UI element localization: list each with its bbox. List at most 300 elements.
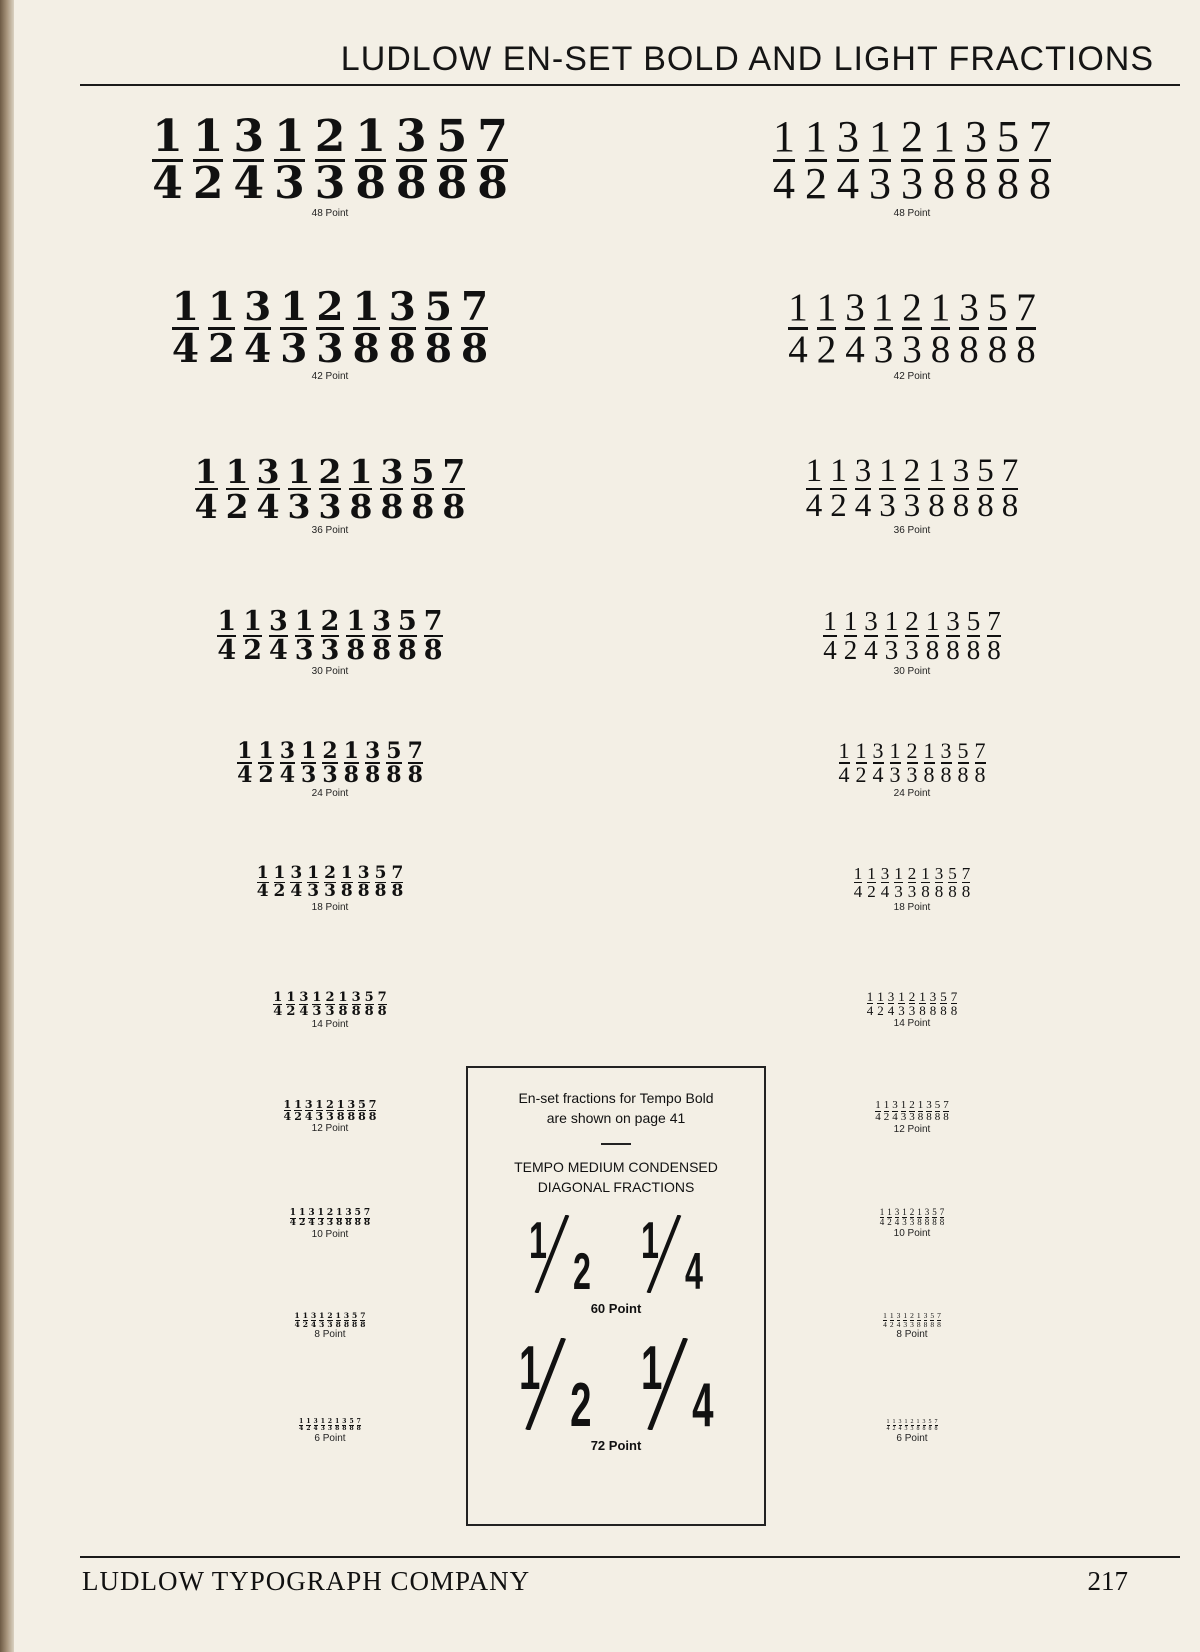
fraction-numerator: 1	[343, 738, 359, 764]
fraction-denominator: 4	[299, 1425, 304, 1432]
page-number: 217	[1087, 1566, 1128, 1596]
fraction-denominator: 8	[354, 1218, 361, 1228]
fraction-set	[257, 865, 404, 900]
fraction-numerator: 2	[909, 1099, 915, 1111]
fraction	[937, 1312, 941, 1328]
fraction	[929, 1419, 932, 1432]
fraction-denominator: 4	[886, 1426, 890, 1432]
fraction-denominator: 3	[905, 635, 919, 665]
point-size-caption: 6 Point	[314, 1433, 346, 1444]
fraction	[907, 740, 918, 786]
bold-fraction-row	[70, 111, 590, 219]
fraction-denominator: 3	[316, 326, 344, 372]
fraction-numerator: 5	[411, 452, 435, 491]
fraction	[352, 284, 380, 372]
fraction-numerator: 1	[919, 989, 926, 1004]
bold-fraction-row	[70, 284, 590, 382]
fraction-denominator: 8	[922, 1426, 926, 1432]
fraction-denominator: 8	[336, 1218, 343, 1228]
fraction-denominator: 2	[889, 1319, 894, 1329]
fraction	[327, 1209, 333, 1228]
fraction-denominator: 8	[987, 635, 1001, 665]
fraction-denominator: 8	[335, 1425, 340, 1432]
fraction-numerator: 1	[788, 286, 808, 329]
fraction-set	[171, 284, 489, 372]
fraction	[874, 288, 894, 369]
fraction-numerator: 1	[869, 112, 891, 161]
fraction-numerator: 1	[192, 111, 224, 162]
fraction-denominator: 4	[290, 881, 303, 901]
point-size-caption: 42 Point	[893, 371, 931, 382]
fraction-numerator: 1	[349, 452, 373, 491]
fraction-denominator: 3	[873, 328, 894, 371]
diagonal-fraction	[519, 1334, 591, 1440]
fraction	[953, 455, 970, 523]
fraction	[864, 608, 878, 664]
fraction	[788, 288, 808, 369]
fraction	[839, 740, 850, 786]
fraction-numerator: 1	[805, 112, 827, 161]
fraction-denominator: 8	[952, 488, 970, 524]
fraction-numerator: 7	[363, 1208, 371, 1218]
fraction-numerator: 2	[322, 738, 338, 764]
fraction	[884, 1100, 890, 1123]
fraction	[284, 1099, 292, 1122]
fraction-denominator: 8	[411, 487, 435, 526]
fraction-numerator: 5	[957, 738, 969, 763]
fraction-set	[217, 608, 442, 664]
fraction-denominator: 8	[357, 881, 370, 901]
fraction	[928, 455, 945, 523]
fraction	[375, 865, 387, 900]
fraction-denominator: 2	[816, 328, 837, 371]
fraction-numerator: 7	[1016, 286, 1036, 329]
fraction-numerator: 5	[930, 1311, 935, 1320]
fraction-numerator: 3	[926, 1099, 932, 1111]
fraction	[926, 1100, 932, 1123]
fraction-denominator: 3	[315, 1110, 324, 1123]
fraction	[295, 608, 314, 664]
fraction	[424, 284, 452, 372]
fraction	[881, 865, 890, 900]
fraction-denominator: 3	[320, 635, 340, 666]
diagonal-fraction	[641, 1334, 713, 1440]
fraction	[318, 1209, 324, 1228]
fraction-denominator: 8	[395, 158, 427, 209]
fraction-denominator: 2	[302, 1319, 308, 1329]
fraction	[883, 1312, 887, 1328]
fraction-denominator: 4	[837, 159, 859, 208]
fraction	[967, 608, 981, 664]
fraction-denominator: 3	[318, 487, 342, 526]
fraction-numerator: 5	[932, 1207, 937, 1217]
fraction-denominator: 3	[287, 487, 311, 526]
fraction	[890, 1312, 894, 1328]
fraction-denominator: 4	[773, 159, 795, 208]
fraction-denominator: 8	[342, 1425, 347, 1432]
page-title: LUDLOW EN-SET BOLD AND LIGHT FRACTIONS	[340, 40, 1154, 78]
fraction	[314, 111, 346, 209]
fraction-denominator: 3	[906, 762, 918, 787]
fraction-set	[867, 990, 958, 1017]
fraction-numerator: 1	[855, 738, 867, 763]
fraction-numerator: 7	[377, 990, 387, 1005]
fraction-numerator: 1	[923, 738, 935, 763]
fraction-numerator: 1	[294, 606, 314, 637]
fraction	[867, 865, 876, 900]
diagonal-numerator: 1	[519, 1334, 541, 1404]
fraction-numerator: 3	[244, 284, 272, 330]
fraction-denominator: 4	[171, 326, 199, 372]
diagonal-specimens	[468, 1212, 764, 1454]
fraction	[909, 1100, 915, 1123]
fraction	[335, 1419, 339, 1432]
fraction-denominator: 8	[391, 881, 404, 901]
fraction-denominator: 3	[884, 635, 899, 665]
fraction-numerator: 1	[928, 453, 945, 489]
fraction	[273, 991, 282, 1018]
fraction-set	[152, 111, 508, 209]
fraction	[308, 1209, 314, 1228]
fraction	[314, 1419, 318, 1432]
fraction-denominator: 3	[301, 762, 317, 788]
fraction-numerator: 3	[946, 606, 960, 636]
fraction	[948, 865, 957, 900]
fraction-numerator: 1	[867, 864, 876, 883]
fraction-numerator: 1	[312, 990, 322, 1005]
fraction	[388, 284, 416, 372]
fraction-set	[273, 991, 386, 1018]
fraction-denominator: 8	[364, 1004, 374, 1019]
diagonal-denominator: 2	[573, 1242, 591, 1301]
fraction-numerator: 1	[335, 1418, 340, 1425]
fraction-denominator: 8	[477, 158, 508, 209]
fraction	[845, 288, 865, 369]
bold-fraction-row	[70, 740, 590, 799]
fraction-numerator: 3	[929, 989, 937, 1004]
fraction-numerator: 1	[336, 1098, 345, 1111]
fraction	[918, 1100, 924, 1123]
fraction-set	[806, 455, 1019, 523]
fraction	[286, 991, 295, 1018]
fraction	[460, 284, 489, 372]
fraction-denominator: 3	[907, 882, 917, 901]
fraction-denominator: 8	[436, 158, 468, 209]
fraction-numerator: 7	[423, 606, 443, 637]
fraction-numerator: 1	[194, 452, 218, 491]
fraction-denominator: 8	[930, 1319, 935, 1329]
fraction	[898, 990, 905, 1017]
fraction	[902, 288, 922, 369]
point-size-caption: 30 Point	[893, 666, 931, 677]
fraction	[917, 1419, 920, 1432]
fraction-denominator: 8	[933, 159, 955, 208]
fraction-denominator: 4	[805, 488, 823, 524]
fraction	[943, 1100, 949, 1123]
fraction-numerator: 1	[301, 738, 317, 764]
fraction	[893, 1419, 896, 1432]
fraction	[773, 112, 795, 208]
fraction	[287, 452, 311, 526]
diagonal-fraction-row	[468, 1334, 764, 1440]
fraction-denominator: 3	[327, 1425, 333, 1432]
fraction	[924, 740, 935, 786]
fraction	[875, 1100, 881, 1123]
fraction-numerator: 1	[873, 286, 894, 329]
fraction	[408, 740, 423, 786]
fraction	[962, 865, 971, 900]
fraction-numerator: 1	[306, 1418, 311, 1425]
fraction-denominator: 3	[910, 1319, 914, 1329]
fraction-numerator: 3	[279, 738, 296, 764]
fraction	[344, 1312, 349, 1328]
fraction-numerator: 3	[304, 1098, 313, 1111]
fraction-numerator: 3	[940, 738, 952, 763]
fraction-numerator: 1	[280, 284, 308, 330]
fraction	[349, 452, 373, 526]
fraction-numerator: 2	[318, 452, 342, 491]
fraction	[879, 455, 896, 523]
point-size-caption: 36 Point	[311, 525, 349, 536]
footer-company: LUDLOW TYPOGRAPH COMPANY	[82, 1566, 531, 1596]
fraction-denominator: 3	[909, 1111, 915, 1123]
fraction-numerator: 1	[287, 452, 311, 491]
fraction	[192, 111, 224, 209]
fraction	[837, 112, 859, 208]
bold-fraction-row	[70, 865, 590, 913]
fraction-numerator: 5	[987, 286, 1008, 329]
fraction-denominator: 3	[322, 762, 338, 788]
fraction-denominator: 8	[345, 1218, 352, 1228]
fraction-denominator: 8	[917, 1111, 924, 1123]
fraction-numerator: 3	[894, 1207, 900, 1217]
fraction-numerator: 7	[360, 1311, 366, 1320]
fraction	[306, 1419, 310, 1432]
fraction-denominator: 8	[380, 487, 404, 526]
header-rule	[80, 84, 1180, 86]
fraction	[364, 1209, 370, 1228]
fraction-denominator: 8	[965, 159, 987, 208]
fraction-numerator: 3	[845, 286, 865, 329]
fraction-denominator: 4	[256, 881, 269, 901]
fraction-denominator: 8	[1001, 488, 1019, 524]
fraction	[921, 865, 930, 900]
fraction-numerator: 7	[939, 1207, 945, 1217]
fraction-denominator: 8	[997, 159, 1019, 208]
fraction-denominator: 8	[928, 1426, 932, 1432]
fraction-denominator: 4	[898, 1426, 902, 1432]
fraction-denominator: 3	[274, 158, 305, 209]
diagonal-fraction	[529, 1212, 591, 1301]
fraction	[391, 865, 403, 900]
fraction	[1002, 455, 1019, 523]
fraction-denominator: 2	[892, 1426, 896, 1432]
point-size-caption: 8 Point	[896, 1329, 928, 1340]
fraction-denominator: 8	[929, 1003, 937, 1018]
fraction	[880, 1208, 885, 1227]
fraction-numerator: 7	[477, 111, 508, 162]
fraction	[299, 1419, 303, 1432]
fraction-numerator: 1	[237, 738, 253, 764]
fraction-numerator: 1	[294, 1311, 300, 1320]
fraction-numerator: 1	[916, 1311, 921, 1320]
fraction-denominator: 3	[894, 882, 903, 901]
fraction-denominator: 2	[843, 635, 858, 665]
fraction	[941, 740, 952, 786]
fraction-denominator: 3	[320, 1425, 325, 1432]
fraction-denominator: 4	[289, 1218, 297, 1228]
fraction	[911, 1419, 914, 1432]
fraction	[1029, 112, 1051, 208]
fraction	[237, 740, 252, 786]
fraction-numerator: 3	[854, 453, 872, 489]
fraction-denominator: 3	[898, 1003, 905, 1018]
fraction	[890, 740, 901, 786]
fraction	[395, 111, 427, 209]
fraction-denominator: 8	[934, 1111, 941, 1123]
fraction-denominator: 8	[961, 882, 971, 901]
point-size-caption: 48 Point	[893, 208, 931, 219]
fraction	[290, 1209, 296, 1228]
fraction-numerator: 1	[335, 1311, 341, 1320]
fraction-numerator: 3	[934, 864, 944, 883]
fraction-denominator: 4	[273, 1004, 283, 1019]
fraction-denominator: 8	[943, 1111, 949, 1123]
fraction-denominator: 8	[423, 635, 443, 666]
fraction-denominator: 4	[879, 1217, 885, 1227]
point-size-caption: 10 Point	[893, 1228, 931, 1239]
fraction	[337, 1099, 345, 1122]
fraction	[380, 452, 404, 526]
fraction-denominator: 8	[351, 1004, 361, 1019]
fraction	[895, 1208, 900, 1227]
diagonal-numerator: 1	[529, 1212, 547, 1271]
fraction-set	[290, 1209, 370, 1228]
fraction-denominator: 2	[883, 1111, 890, 1123]
fraction	[926, 608, 940, 664]
point-size-caption: 10 Point	[311, 1229, 349, 1240]
fraction-numerator: 3	[290, 863, 303, 883]
fraction-denominator: 2	[887, 1217, 892, 1227]
fraction-denominator: 8	[919, 1003, 926, 1018]
diagonal-specimen	[468, 1212, 764, 1317]
fraction-denominator: 4	[308, 1218, 315, 1228]
fraction-denominator: 4	[283, 1110, 292, 1123]
box-divider	[601, 1143, 631, 1145]
fraction-numerator: 1	[243, 606, 262, 637]
fraction-denominator: 4	[875, 1111, 881, 1123]
fraction-numerator: 1	[258, 738, 274, 764]
fraction-numerator: 1	[894, 864, 903, 883]
fraction-denominator: 2	[294, 1110, 302, 1123]
fraction-numerator: 3	[965, 112, 987, 161]
fraction-denominator: 2	[192, 158, 224, 209]
fraction	[910, 1208, 915, 1227]
fraction-denominator: 8	[950, 1003, 958, 1018]
fraction-numerator: 3	[837, 112, 859, 161]
fraction-numerator: 1	[355, 111, 386, 162]
fraction-numerator: 5	[934, 1099, 941, 1111]
fraction-numerator: 2	[909, 1207, 915, 1217]
fraction-denominator: 8	[460, 326, 489, 372]
fraction	[923, 1419, 926, 1432]
fraction-denominator: 2	[830, 488, 847, 524]
fraction	[894, 865, 903, 900]
fraction-numerator: 1	[302, 1311, 308, 1320]
fraction	[885, 608, 899, 664]
fraction-denominator: 8	[340, 881, 353, 901]
fraction-set	[295, 1312, 366, 1328]
fraction-numerator: 1	[830, 453, 847, 489]
fraction	[919, 990, 926, 1017]
fraction-denominator: 4	[194, 487, 218, 526]
fraction	[305, 1099, 313, 1122]
fraction	[931, 288, 951, 369]
fraction-denominator: 8	[1029, 159, 1051, 208]
fraction	[987, 608, 1001, 664]
fraction	[1016, 288, 1036, 369]
fraction-numerator: 7	[391, 863, 404, 883]
fraction-numerator: 1	[816, 286, 837, 329]
fraction-numerator: 7	[1029, 112, 1051, 161]
fraction	[901, 112, 923, 208]
fraction	[965, 112, 987, 208]
fraction-numerator: 1	[917, 1207, 922, 1217]
fraction-denominator: 2	[867, 882, 876, 901]
fraction	[269, 608, 288, 664]
fraction	[345, 1209, 351, 1228]
fraction-numerator: 3	[898, 1419, 902, 1425]
fraction-numerator: 1	[299, 1208, 306, 1218]
fraction-numerator: 1	[900, 1099, 907, 1111]
fraction	[917, 1312, 921, 1328]
fraction-numerator: 1	[352, 284, 380, 330]
fraction-numerator: 5	[374, 863, 387, 883]
fraction	[346, 608, 365, 664]
fraction-numerator: 2	[906, 738, 918, 763]
fraction-denominator: 8	[407, 762, 423, 788]
bold-fraction-row	[70, 452, 590, 536]
box-note-line: are shown on page 41	[546, 1110, 686, 1127]
fraction-numerator: 7	[442, 452, 466, 491]
fraction-numerator: 1	[273, 863, 286, 883]
fraction	[327, 1312, 332, 1328]
fraction-numerator: 7	[943, 1099, 949, 1111]
fraction-numerator: 1	[346, 606, 366, 637]
point-size-caption: 24 Point	[893, 788, 931, 799]
fraction-denominator: 8	[916, 1426, 920, 1432]
fraction-denominator: 8	[939, 1217, 945, 1227]
fraction-numerator: 1	[866, 989, 874, 1004]
fraction-numerator: 1	[319, 1311, 325, 1320]
fraction-numerator: 3	[864, 606, 878, 636]
fraction	[369, 1099, 377, 1122]
fraction	[280, 284, 308, 372]
fraction	[352, 991, 361, 1018]
fraction	[347, 1099, 355, 1122]
fraction	[817, 288, 837, 369]
fraction-denominator: 2	[299, 1218, 306, 1228]
fraction-numerator: 5	[397, 606, 417, 637]
fraction-denominator: 3	[903, 488, 921, 524]
fraction-denominator: 2	[273, 881, 286, 901]
point-size-caption: 8 Point	[314, 1329, 346, 1340]
fraction	[854, 865, 863, 900]
fraction-numerator: 3	[959, 286, 979, 329]
fraction-denominator: 8	[377, 1004, 387, 1019]
fraction	[940, 1208, 945, 1227]
fraction-denominator: 3	[307, 881, 320, 901]
